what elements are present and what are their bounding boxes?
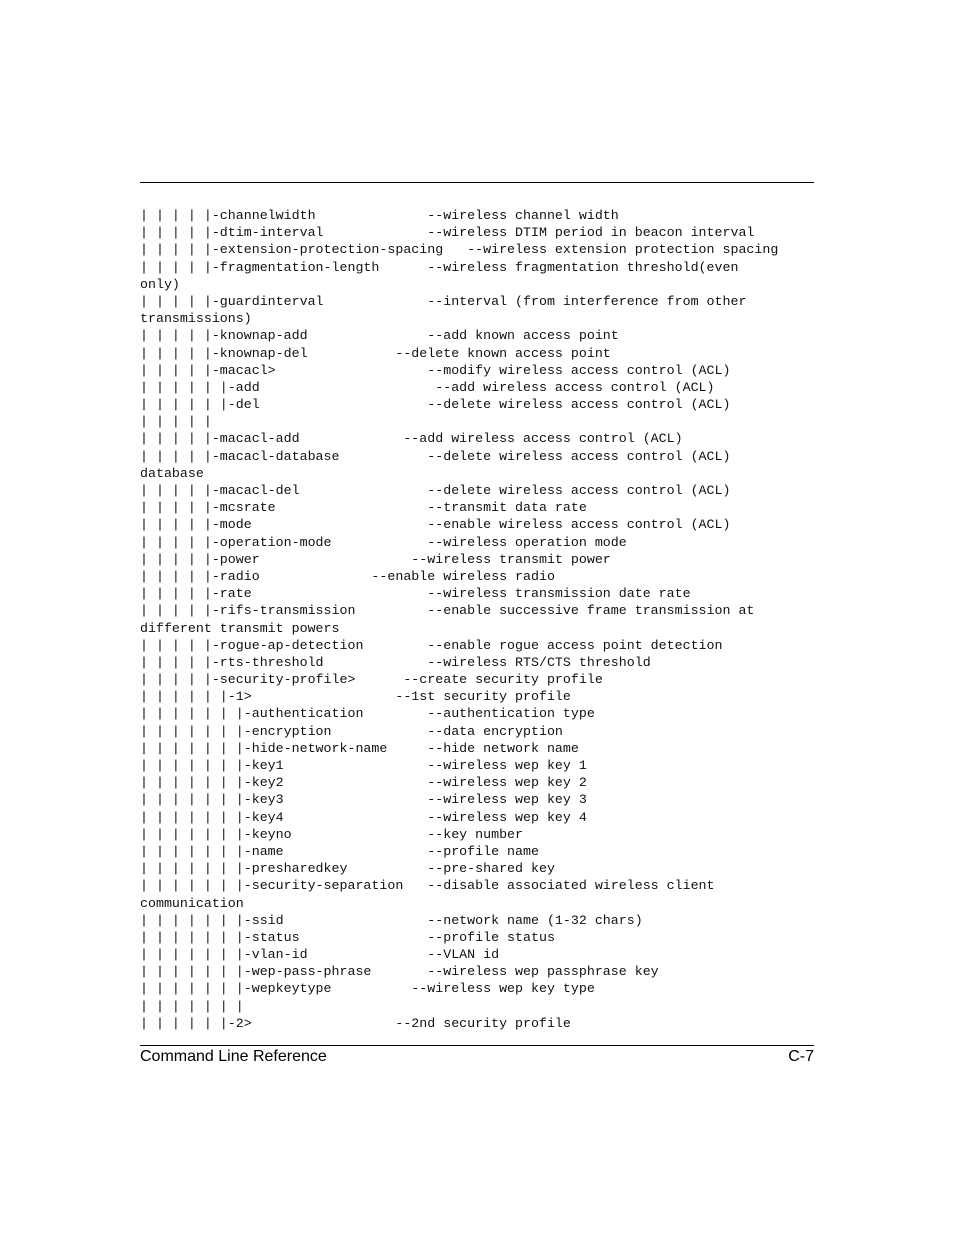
command-line: database	[140, 465, 204, 481]
command-line: | | | | | | |-key3 --wireless wep key 3	[140, 792, 587, 808]
command-line: | | | | | | |-wep-pass-phrase --wireless wep passphrase key	[140, 964, 659, 980]
footer-page-number: C-7	[788, 1048, 814, 1065]
command-line: | | | | | | |-key4 --wireless wep key 4	[140, 809, 587, 825]
command-line: | | | | |-rate --wireless transmission date rate	[140, 586, 691, 602]
command-line: | | | | |-knownap-del --delete known access point	[140, 345, 611, 361]
command-line: | | | | |-operation-mode --wireless operation mode	[140, 534, 627, 550]
command-line: | | | | | |-add --add wireless access control (ACL)	[140, 379, 715, 395]
command-line: | | | | | |-1> --1st security profile	[140, 689, 571, 705]
header-rule	[140, 182, 814, 183]
command-tree-listing	[140, 207, 830, 1032]
command-line: | | | | | | |-ssid --network name (1-32 chars)	[140, 912, 643, 928]
command-line: | | | | |-radio --enable wireless radio	[140, 568, 555, 584]
command-line: | | | | |-rts-threshold --wireless RTS/CTS threshold	[140, 654, 651, 670]
footer-rule	[140, 1045, 814, 1046]
command-line: | | | | |-macacl-add --add wireless access control (ACL)	[140, 431, 683, 447]
command-line: | | | | | | |-key2 --wireless wep key 2	[140, 775, 587, 791]
command-line: only)	[140, 276, 180, 292]
command-line: | | | | |-rifs-transmission --enable successive frame transmission at	[140, 603, 755, 619]
command-line: | | | | | | |-name --profile name	[140, 843, 539, 859]
footer-document-title: Command Line Reference	[140, 1048, 327, 1065]
command-line: | | | | | | |	[140, 998, 244, 1014]
command-line: | | | | | | |-wepkeytype --wireless wep key type	[140, 981, 595, 997]
command-line: transmissions)	[140, 311, 252, 327]
command-line: | | | | | | |-status --profile status	[140, 929, 555, 945]
command-line: | | | | |-mode --enable wireless access control (ACL)	[140, 517, 731, 533]
command-line: | | | | | |-2> --2nd security profile	[140, 1015, 571, 1031]
command-line: | | | | | | |-security-separation --disable associated wireless client	[140, 878, 715, 894]
command-line: | | | | |-extension-protection-spacing --wireless extension protection spacing	[140, 242, 779, 258]
command-line: | | | | | | |-hide-network-name --hide network name	[140, 740, 579, 756]
command-line: | | | | |-rogue-ap-detection --enable rogue access point detection	[140, 637, 723, 653]
command-line: | | | | |-dtim-interval --wireless DTIM period in beacon interval	[140, 225, 755, 241]
command-line: | | | | |-knownap-add --add known access point	[140, 328, 619, 344]
command-line: | | | | | | |-vlan-id --VLAN id	[140, 947, 500, 963]
command-line: | | | | |-mcsrate --transmit data rate	[140, 500, 587, 516]
command-line: | | | | | | |-encryption --data encryption	[140, 723, 563, 739]
command-line: | | | | | |-del --delete wireless access control (ACL)	[140, 397, 731, 413]
command-line: | | | | |	[140, 414, 212, 430]
command-line: | | | | |-security-profile> --create security profile	[140, 672, 603, 688]
command-line: | | | | | | |-authentication --authentication type	[140, 706, 595, 722]
command-line: | | | | |-macacl> --modify wireless access control (ACL)	[140, 362, 731, 378]
command-line: different transmit powers	[140, 620, 340, 636]
command-line: | | | | |-fragmentation-length --wireless fragmentation threshold(even	[140, 259, 739, 275]
command-line: | | | | |-guardinterval --interval (from interference from other	[140, 293, 747, 309]
command-line: | | | | |-macacl-del --delete wireless access control (ACL)	[140, 483, 731, 498]
command-line: | | | | | | |-presharedkey --pre-shared key	[140, 861, 555, 877]
command-line: communication	[140, 895, 244, 911]
command-line: | | | | | | |-key1 --wireless wep key 1	[140, 758, 587, 773]
command-line: | | | | |-macacl-database --delete wireless access control (ACL)	[140, 448, 731, 464]
command-line: | | | | |-channelwidth --wireless channel width	[140, 208, 619, 223]
command-line: | | | | | | |-keyno --key number	[140, 826, 524, 842]
command-line: | | | | |-power --wireless transmit power	[140, 551, 611, 567]
